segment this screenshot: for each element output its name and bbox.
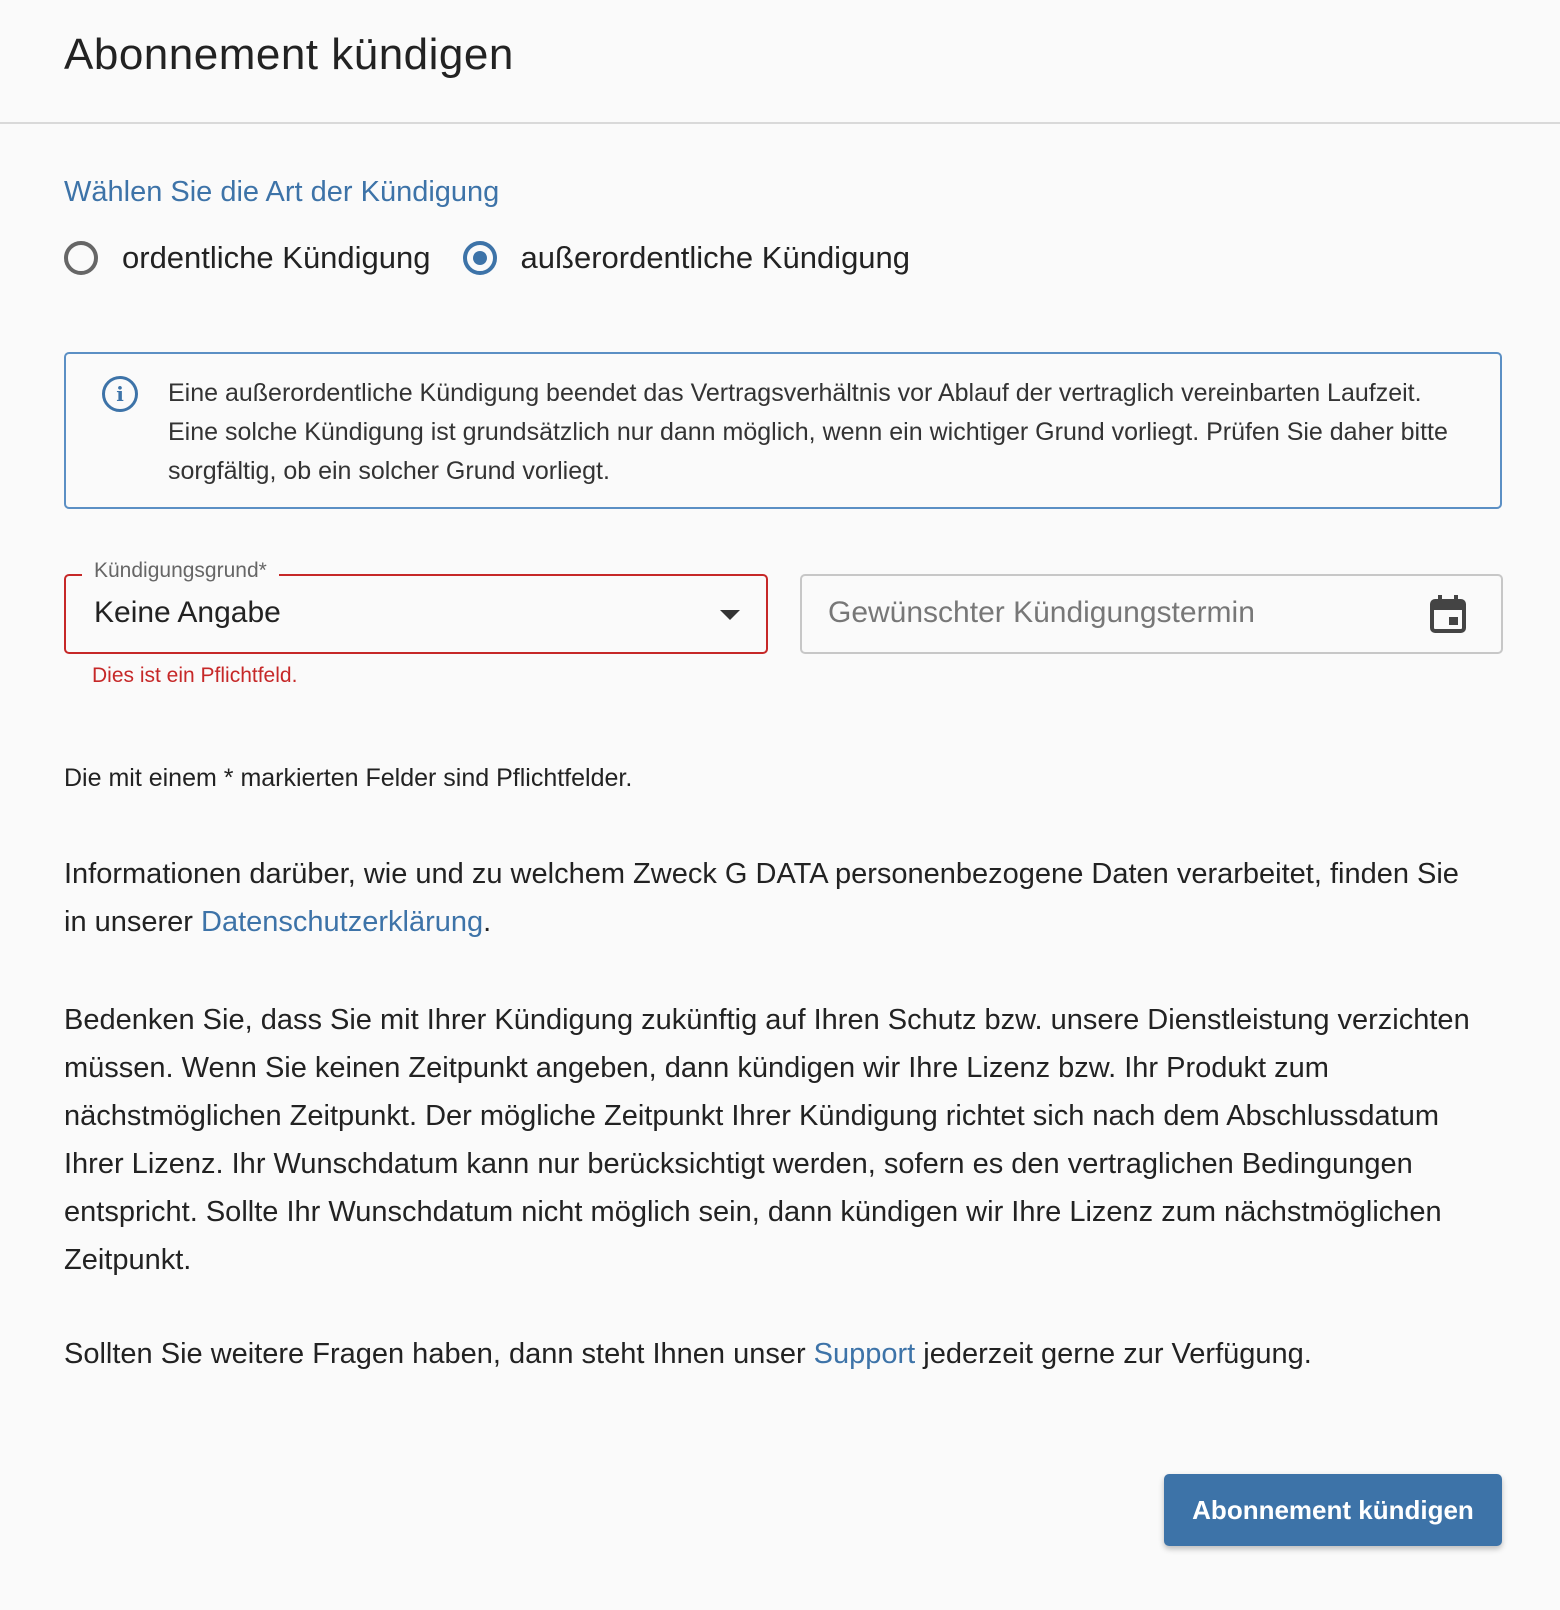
caret-down-icon[interactable] [720, 610, 740, 620]
radio-checked-icon[interactable] [463, 241, 497, 275]
cancel-subscription-button[interactable]: Abonnement kündigen [1164, 1474, 1502, 1546]
cancellation-reason-select[interactable] [64, 559, 768, 654]
cancellation-type-label: Wählen Sie die Art der Kündigung [64, 176, 500, 208]
info-icon: i [102, 376, 138, 412]
privacy-text-after: . [483, 906, 492, 938]
dialog-header [0, 0, 1560, 124]
info-text: Eine außerordentliche Kündigung beendet das Vertragsverhältnis vor Ablauf der vertraglich vereinbarten Laufzeit. Eine solche Kündigung ist grundsätzlich nur dann möglich, wenn ein wichtiger Grund vorliegt. Prüfen Sie daher bitte sorgfältig, ob ein solcher Grund vorliegt. [168, 379, 1448, 485]
support-text-after: jederzeit gerne zur Verfügung. [915, 1338, 1312, 1370]
cancellation-date-field[interactable] [800, 574, 1503, 654]
calendar-icon[interactable] [1429, 594, 1467, 634]
dialog-title: Abonnement kündigen [64, 30, 514, 79]
required-fields-note: Die mit einem * markierten Felder sind Pflichtfelder. [64, 764, 633, 792]
radio-ordinary-cancellation[interactable] [64, 240, 431, 276]
privacy-text-before: Informationen darüber, wie und zu welchem Zweck G DATA personenbezogene Daten verarbeitet, finden Sie in unserer [64, 858, 1459, 938]
info-box [64, 352, 1502, 509]
privacy-policy-link[interactable]: Datenschutzerklärung [201, 906, 484, 938]
cancellation-reason-error: Dies ist ein Pflichtfeld. [92, 664, 298, 687]
cancellation-type-radio-group [64, 240, 910, 276]
cancellation-notice-paragraph: Bedenken Sie, dass Sie mit Ihrer Kündigung zukünftig auf Ihren Schutz bzw. unsere Dienstleistung verzichten müssen. Wenn Sie keinen Zeitpunkt angeben, dann kündigen wir Ihre Lizenz bzw. Ihr Produkt zum nächstmöglichen Zeitpunkt. Der mögliche Zeitpunkt Ihrer Kündigung richtet sich nach dem Abschlussdatum Ihrer Lizenz. Ihr Wunschdatum kann nur berücksichtigt werden, sofern es den vertraglichen Bedingungen entspricht. Sollte Ihr Wunschdatum nicht möglich sein, dann kündigen wir Ihre Lizenz zum nächstmöglichen Zeitpunkt. [64, 1004, 1470, 1276]
radio-ordinary-label: ordentliche Kündigung [122, 240, 431, 275]
privacy-paragraph [64, 850, 1484, 946]
support-text-before: Sollten Sie weitere Fragen haben, dann steht Ihnen unser [64, 1338, 814, 1370]
support-paragraph [64, 1330, 1484, 1378]
cancellation-reason-label: Kündigungsgrund* [82, 559, 279, 583]
radio-unchecked-icon[interactable] [64, 241, 98, 275]
cancellation-reason-value: Keine Angabe [94, 596, 281, 629]
radio-extraordinary-cancellation[interactable] [463, 240, 911, 276]
support-link[interactable]: Support [813, 1338, 916, 1370]
cancellation-date-placeholder: Gewünschter Kündigungstermin [828, 596, 1255, 629]
radio-extraordinary-label: außerordentliche Kündigung [520, 240, 911, 275]
